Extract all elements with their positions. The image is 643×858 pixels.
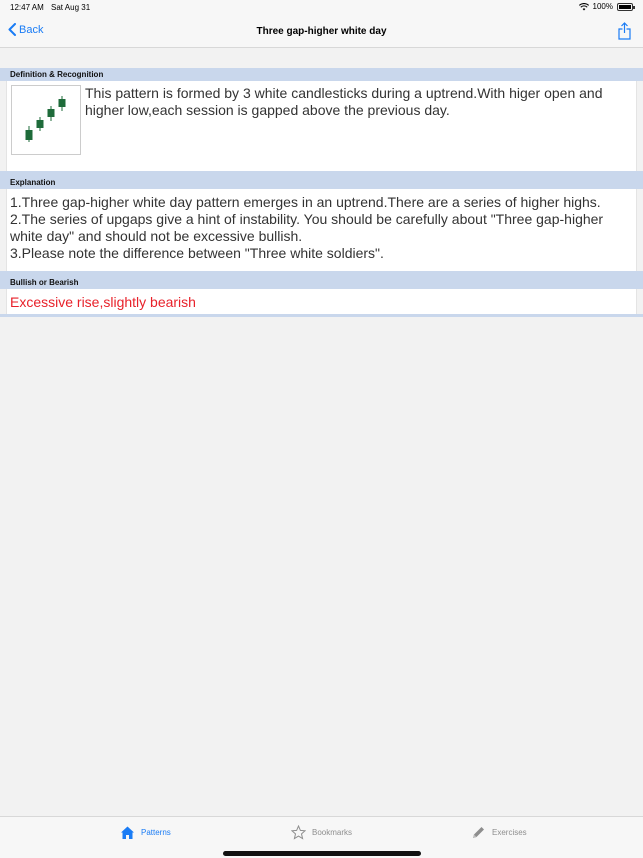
bullish-bearish-text: Excessive rise,slightly bearish <box>10 294 196 310</box>
home-indicator[interactable] <box>223 851 421 856</box>
page-title: Three gap-higher white day <box>256 26 387 37</box>
tab-bookmarks[interactable] <box>291 825 352 840</box>
candlestick-pattern-icon <box>12 86 80 154</box>
share-icon <box>618 22 631 40</box>
pattern-detail <box>0 68 643 317</box>
pencil-icon <box>471 825 486 840</box>
definition-text: This pattern is formed by 3 white candlesticks during a uptrend.With higer open and higher low,each session is gapped above the previous day. <box>85 85 603 118</box>
bullish-bearish-section <box>6 289 637 314</box>
tab-exercises[interactable] <box>471 825 527 840</box>
explanation-header: Explanation <box>0 176 643 189</box>
pattern-thumbnail <box>11 85 81 155</box>
status-date: Sat Aug 31 <box>51 3 91 12</box>
bullish-bearish-header: Bullish or Bearish <box>0 276 643 289</box>
tab-patterns[interactable] <box>120 825 171 840</box>
status-bar <box>0 0 643 16</box>
star-icon <box>291 825 306 840</box>
tab-bookmarks-label: Bookmarks <box>312 828 353 837</box>
definition-header: Definition & Recognition <box>0 68 643 81</box>
house-icon <box>120 825 135 840</box>
tab-bar <box>0 816 643 858</box>
tab-exercises-label: Exercises <box>492 828 527 837</box>
definition-section <box>6 81 637 171</box>
explanation-line-2: 2.The series of upgaps give a hint of instability. You should be carefully about "Three gap-higher white day" and should not be excessive bullish. <box>10 211 604 244</box>
battery-percent: 100% <box>592 2 613 11</box>
tab-patterns-label: Patterns <box>141 828 171 837</box>
status-time: 12:47 AM <box>10 3 44 12</box>
share-button[interactable] <box>618 22 631 45</box>
explanation-line-3: 3.Please note the difference between "Three white soldiers". <box>10 245 384 261</box>
battery-icon <box>617 3 633 11</box>
status-right <box>579 2 633 11</box>
explanation-line-1: 1.Three gap-higher white day pattern emerges in an uptrend.There are a series of higher highs. <box>10 194 601 210</box>
wifi-icon <box>579 3 589 11</box>
back-label: Back <box>19 23 44 36</box>
explanation-section <box>6 189 637 271</box>
section-divider <box>0 314 643 317</box>
navigation-bar <box>0 16 643 48</box>
